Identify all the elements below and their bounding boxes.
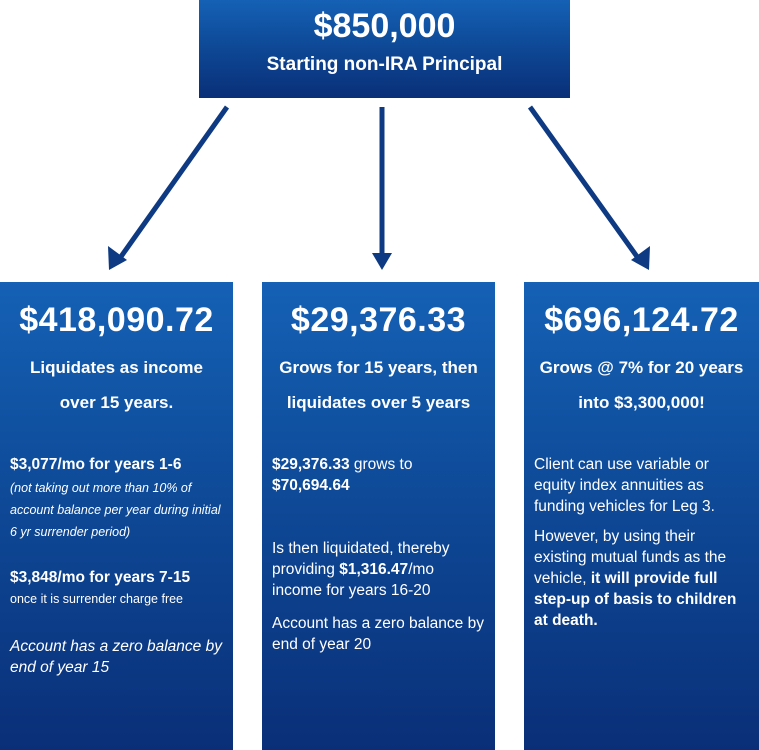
leg-3-funding-note: Client can use variable or equity index annuities as funding vehicles for Leg 3. — [534, 456, 715, 515]
leg-2-liquidation-text — [272, 538, 485, 601]
leg-1-payout-phase-1-note: (not taking out more than 10% of account balance per year during initial 6 yr surrender period) — [10, 481, 221, 539]
leg-2-growth-end: $70,694.64 — [272, 477, 350, 494]
flow-arrows — [0, 0, 759, 280]
leg-1-payout-phase-2-amount: $3,848/mo for years 7-15 — [10, 569, 191, 586]
leg-3-headline: Grows @ 7% for 20 years into $3,300,000! — [539, 358, 744, 412]
leg-3-amount: $696,124.72 — [544, 301, 739, 339]
arrow-head-leg-2 — [372, 253, 392, 270]
leg-1-payout-phase-2 — [10, 567, 223, 610]
leg-2-end-note: Account has a zero balance by end of year 20 — [272, 615, 484, 653]
starting-principal-amount: $850,000 — [313, 7, 456, 45]
leg-2-headline: Grows for 15 years, then liquidates over 5 years — [279, 358, 478, 412]
leg-2-liquidation-lead: Is then liquidated, thereby providing — [272, 540, 450, 578]
leg-2-growth-connector: grows to — [349, 456, 413, 473]
leg-2-box — [262, 282, 495, 750]
leg-3-step-up-lead: However, by using their existing mutual funds as the vehicle, — [534, 528, 727, 587]
leg-1-headline: Liquidates as income over 15 years. — [30, 358, 203, 412]
leg-1-payout-phase-1-amount: $3,077/mo for years 1-6 — [10, 456, 182, 473]
leg-2-growth-text — [272, 454, 485, 496]
arrow-to-leg-1 — [120, 107, 227, 258]
starting-principal-label: Starting non-IRA Principal — [266, 54, 503, 75]
leg-2-growth-start: $29,376.33 — [272, 456, 350, 473]
leg-1-end-note: Account has a zero balance by end of year 15 — [10, 638, 222, 676]
leg-3-step-up-note — [534, 526, 749, 631]
leg-3-step-up-benefit: it will provide full step-up of basis to children at death. — [534, 570, 737, 629]
leg-2-amount: $29,376.33 — [290, 301, 467, 339]
leg-1-amount: $418,090.72 — [19, 301, 214, 339]
leg-1-box — [0, 282, 233, 750]
arrow-to-leg-3 — [530, 107, 638, 258]
leg-1-payout-phase-2-note: once it is surrender charge free — [10, 592, 184, 606]
leg-3-box — [524, 282, 759, 750]
leg-1-payout-phase-1 — [10, 454, 223, 543]
leg-2-liquidation-amount: $1,316.47 — [339, 561, 409, 578]
leg-2-liquidation-tail: /mo income for years 16-20 — [272, 561, 435, 599]
